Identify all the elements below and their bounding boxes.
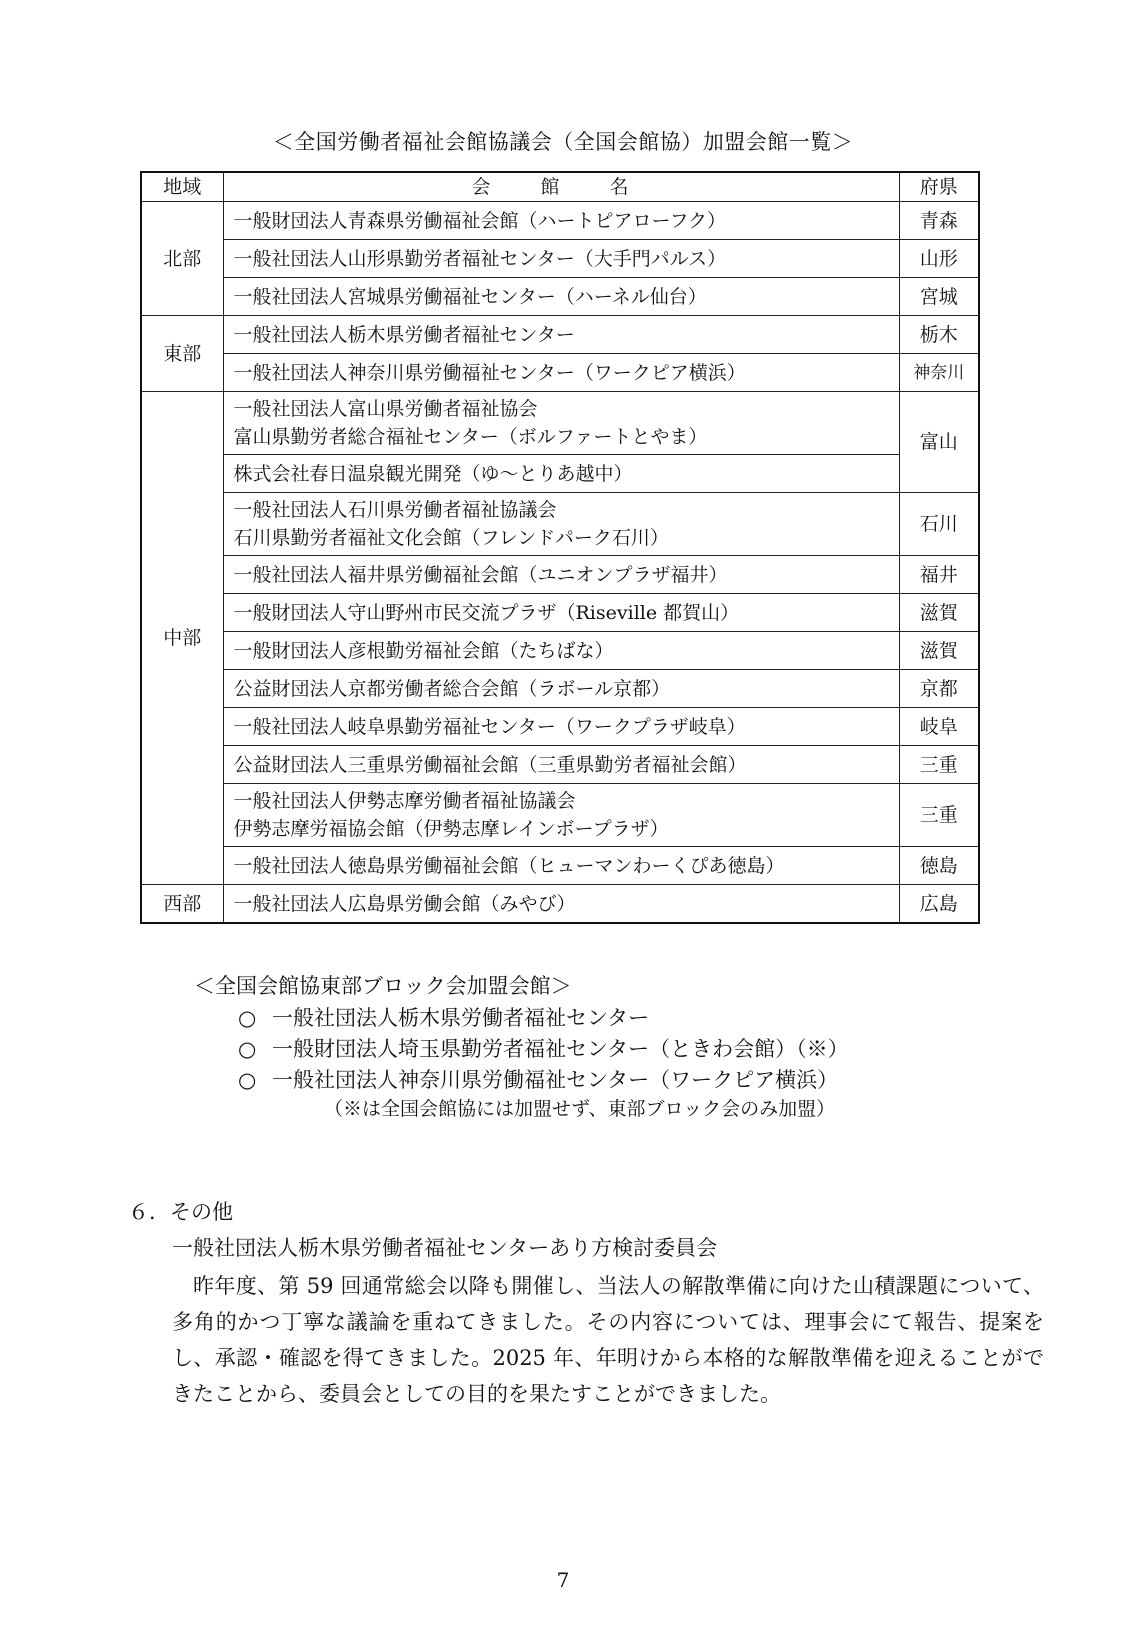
list-item bbox=[238, 1003, 849, 1034]
hall-name-line: 一般社団法人石川県労働者福祉協議会 bbox=[233, 499, 557, 521]
hall-name-cell: 一般社団法人宮城県労働福祉センター（ハーネル仙台） bbox=[223, 278, 899, 316]
table-row bbox=[141, 240, 979, 278]
header-hall-name: 会 館 名 bbox=[223, 172, 899, 202]
hall-name-line: 一般社団法人伊勢志摩労働者福祉協議会 bbox=[233, 790, 576, 812]
list-item bbox=[238, 1065, 849, 1096]
table-row bbox=[141, 392, 979, 455]
circle-bullet-icon: ○ bbox=[238, 1037, 257, 1061]
hall-name-cell: 一般社団法人山形県勤労者福祉センター（大手門パルス） bbox=[223, 240, 899, 278]
hall-name-cell: 一般財団法人守山野州市民交流プラザ（Riseville 都賀山） bbox=[223, 594, 899, 632]
hall-name-cell: 一般社団法人福井県労働福祉会館（ユニオンプラザ福井） bbox=[223, 556, 899, 594]
prefecture-cell: 石川 bbox=[899, 493, 979, 556]
prefecture-cell: 栃木 bbox=[899, 316, 979, 354]
region-cell: 西部 bbox=[141, 885, 223, 924]
region-cell: 東部 bbox=[141, 316, 223, 392]
page-number: 7 bbox=[556, 1568, 570, 1592]
prefecture-cell: 岐阜 bbox=[899, 708, 979, 746]
hall-name-cell: 株式会社春日温泉観光開発（ゆ～とりあ越中） bbox=[223, 455, 899, 493]
east-block-title: ＜全国会館協東部ブロック会加盟会館＞ bbox=[194, 974, 572, 998]
section-body-paragraph: 昨年度、第 59 回通常総会以降も開催し、当法人の解散準備に向けた山積課題について、多角的かつ丁寧な議論を重ねてきました。その内容については、理事会にて報告、提案をし、承認・確認を得てきました。2025 年、年明けから本格的な解散準備を迎えることができたことから、委員会としての目的を果たすことができました。 bbox=[172, 1274, 1044, 1406]
list-item bbox=[238, 1034, 849, 1065]
hall-name-cell: 一般社団法人栃木県労働者福祉センター bbox=[223, 316, 899, 354]
region-cell: 北部 bbox=[141, 202, 223, 316]
prefecture-cell: 宮城 bbox=[899, 278, 979, 316]
table-row bbox=[141, 316, 979, 354]
prefecture-cell: 滋賀 bbox=[899, 594, 979, 632]
list-item-text: 一般社団法人神奈川県労働福祉センター（ワークピア横浜） bbox=[272, 1068, 839, 1092]
region-cell: 中部 bbox=[141, 392, 223, 885]
header-region: 地域 bbox=[141, 172, 223, 202]
list-item-text: 一般財団法人埼玉県勤労者福祉センター（ときわ会館）（※） bbox=[272, 1037, 849, 1061]
table-row bbox=[141, 278, 979, 316]
header-prefecture: 府県 bbox=[899, 172, 979, 202]
table-row bbox=[141, 354, 979, 392]
hall-name-cell: 一般社団法人神奈川県労働福祉センター（ワークピア横浜） bbox=[223, 354, 899, 392]
table-row bbox=[141, 594, 979, 632]
member-halls-table bbox=[140, 171, 980, 924]
table-row bbox=[141, 784, 979, 847]
table-row bbox=[141, 746, 979, 784]
prefecture-cell: 徳島 bbox=[899, 847, 979, 885]
hall-name-cell: 公益財団法人京都労働者総合会館（ラボール京都） bbox=[223, 670, 899, 708]
prefecture-cell: 京都 bbox=[899, 670, 979, 708]
table-row bbox=[141, 847, 979, 885]
prefecture-cell: 三重 bbox=[899, 746, 979, 784]
table-row bbox=[141, 556, 979, 594]
hall-name-line: 石川県勤労者福祉文化会館（フレンドパーク石川） bbox=[233, 527, 669, 549]
circle-bullet-icon: ○ bbox=[238, 1068, 257, 1092]
hall-name-line: 伊勢志摩労福協会館（伊勢志摩レインボープラザ） bbox=[233, 818, 669, 840]
table-row bbox=[141, 885, 979, 924]
section-heading: ６．その他 bbox=[128, 1200, 233, 1224]
prefecture-cell: 三重 bbox=[899, 784, 979, 847]
table-row bbox=[141, 670, 979, 708]
hall-name-cell: 一般財団法人彦根勤労福祉会館（たちばな） bbox=[223, 632, 899, 670]
table-row bbox=[141, 455, 979, 493]
hall-name-cell bbox=[223, 493, 899, 556]
section-subheading: 一般社団法人栃木県労働者福祉センターあり方検討委員会 bbox=[172, 1236, 718, 1260]
prefecture-cell: 青森 bbox=[899, 202, 979, 240]
east-block-list bbox=[238, 1003, 849, 1096]
table-row bbox=[141, 202, 979, 240]
hall-name-line: 一般社団法人富山県労働者福祉協会 bbox=[233, 398, 538, 420]
hall-name-cell: 一般社団法人広島県労働会館（みやび） bbox=[223, 885, 899, 924]
hall-name-cell: 一般社団法人岐阜県勤労福祉センター（ワークプラザ岐阜） bbox=[223, 708, 899, 746]
hall-name-line: 富山県勤労者総合福祉センター（ボルファートとやま） bbox=[233, 426, 708, 448]
prefecture-cell: 広島 bbox=[899, 885, 979, 924]
hall-name-cell bbox=[223, 392, 899, 455]
prefecture-cell: 富山 bbox=[899, 392, 979, 493]
table-row bbox=[141, 632, 979, 670]
hall-name-cell bbox=[223, 784, 899, 847]
circle-bullet-icon: ○ bbox=[238, 1006, 257, 1030]
table-header-row bbox=[141, 172, 979, 202]
document-title: ＜全国労働者福祉会館協議会（全国会館協）加盟会館一覧＞ bbox=[272, 130, 854, 154]
prefecture-cell: 神奈川 bbox=[899, 354, 979, 392]
table-row bbox=[141, 708, 979, 746]
hall-name-cell: 一般社団法人徳島県労働福祉会館（ヒューマンわーくぴあ徳島） bbox=[223, 847, 899, 885]
prefecture-cell: 滋賀 bbox=[899, 632, 979, 670]
prefecture-cell: 福井 bbox=[899, 556, 979, 594]
list-item-text: 一般社団法人栃木県労働者福祉センター bbox=[272, 1006, 650, 1030]
hall-name-cell: 公益財団法人三重県労働福祉会館（三重県勤労者福祉会館） bbox=[223, 746, 899, 784]
prefecture-cell: 山形 bbox=[899, 240, 979, 278]
hall-name-cell: 一般財団法人青森県労働福祉会館（ハートピアローフク） bbox=[223, 202, 899, 240]
table-row bbox=[141, 493, 979, 556]
east-block-note: （※は全国会館協には加盟せず、東部ブロック会のみ加盟） bbox=[324, 1098, 836, 1120]
